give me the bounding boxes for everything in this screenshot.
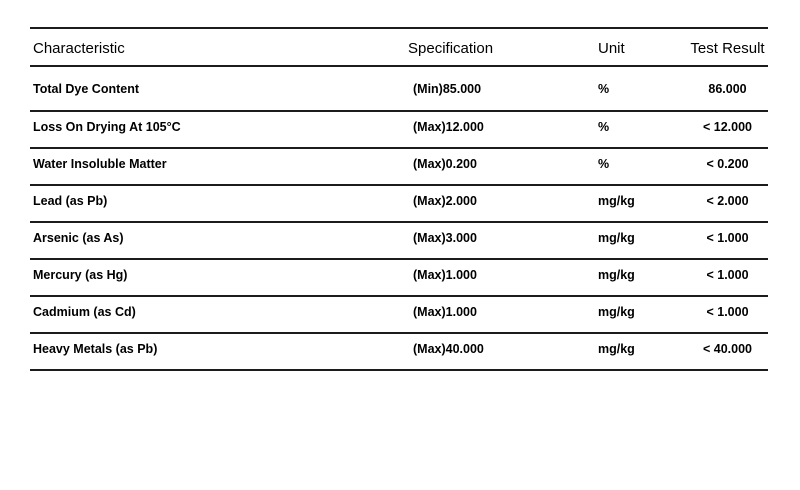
cell-characteristic: Heavy Metals (as Pb) bbox=[33, 342, 158, 356]
cell-specification: (Max)1.000 bbox=[413, 268, 477, 282]
table-row bbox=[30, 334, 768, 371]
cell-specification: (Max)12.000 bbox=[413, 120, 484, 134]
cell-unit: mg/kg bbox=[598, 305, 635, 319]
cell-characteristic: Water Insoluble Matter bbox=[33, 157, 167, 171]
cell-characteristic: Lead (as Pb) bbox=[33, 194, 108, 208]
cell-characteristic: Arsenic (as As) bbox=[33, 231, 124, 245]
table-row bbox=[30, 112, 768, 149]
cell-specification: (Max)40.000 bbox=[413, 342, 484, 356]
column-header-specification: Specification bbox=[408, 40, 494, 57]
cell-characteristic: Loss On Drying At 105°C bbox=[33, 120, 181, 134]
cell-specification: (Max)2.000 bbox=[413, 194, 477, 208]
cell-unit: mg/kg bbox=[598, 342, 635, 356]
cell-specification: (Max)3.000 bbox=[413, 231, 477, 245]
cell-characteristic: Cadmium (as Cd) bbox=[33, 305, 136, 319]
cell-characteristic: Total Dye Content bbox=[33, 82, 140, 96]
cell-test-result: < 12.000 bbox=[702, 120, 752, 134]
cell-unit: mg/kg bbox=[598, 194, 635, 208]
cell-test-result: < 1.000 bbox=[706, 268, 749, 282]
table-row bbox=[30, 67, 768, 112]
table-row bbox=[30, 260, 768, 297]
cell-test-result: < 1.000 bbox=[706, 305, 749, 319]
column-header-characteristic: Characteristic bbox=[33, 40, 125, 57]
cell-unit: mg/kg bbox=[598, 268, 635, 282]
table-row bbox=[30, 223, 768, 260]
cell-unit: % bbox=[598, 120, 610, 134]
specification-table bbox=[30, 27, 768, 371]
cell-test-result: 86.000 bbox=[708, 82, 747, 96]
cell-unit: mg/kg bbox=[598, 231, 635, 245]
cell-characteristic: Mercury (as Hg) bbox=[33, 268, 128, 282]
cell-unit: % bbox=[598, 157, 610, 171]
cell-specification: (Max)1.000 bbox=[413, 305, 477, 319]
table-header-row bbox=[30, 29, 768, 67]
cell-specification: (Min)85.000 bbox=[413, 82, 482, 96]
column-header-unit: Unit bbox=[598, 40, 625, 57]
cell-test-result: < 2.000 bbox=[706, 194, 749, 208]
table-row bbox=[30, 186, 768, 223]
cell-test-result: < 0.200 bbox=[706, 157, 749, 171]
column-header-test-result: Test Result bbox=[690, 40, 765, 57]
table-row bbox=[30, 297, 768, 334]
cell-test-result: < 40.000 bbox=[702, 342, 752, 356]
cell-specification: (Max)0.200 bbox=[413, 157, 477, 171]
cell-unit: % bbox=[598, 82, 610, 96]
table-row bbox=[30, 149, 768, 186]
cell-test-result: < 1.000 bbox=[706, 231, 749, 245]
